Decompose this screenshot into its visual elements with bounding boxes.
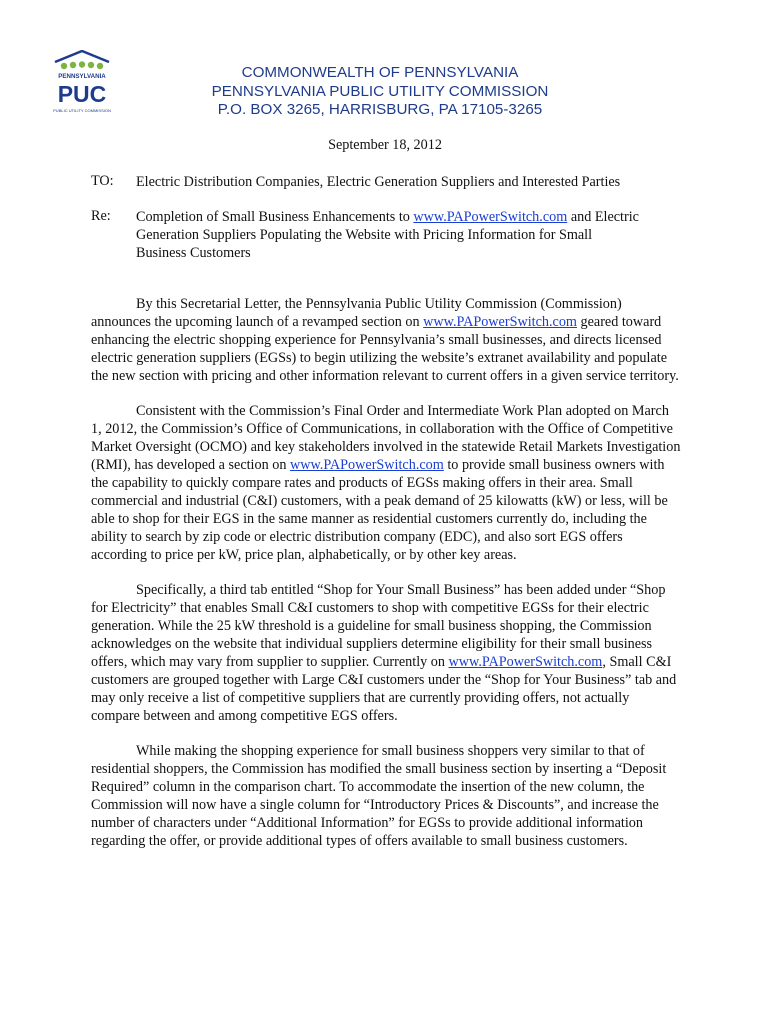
re-text-after-link: and Electric Generation Suppliers Populating the Website with Pricing Information for Small Business Customers <box>136 209 639 261</box>
paragraph-1-text-b: geared toward enhancing the electric shopping experience for Pennsylvania’s small businesses, and directs licensed electric generation suppliers (EGSs) to begin utilizing the website’s extranet availability and populate the new section with pricing and other information relevant to current offers in a given service territory. <box>91 314 679 384</box>
letter-body <box>91 295 681 867</box>
letterhead-line-2: PENNSYLVANIA PUBLIC UTILITY COMMISSION <box>211 82 549 100</box>
paragraph-1-text-a: By this Secretarial Letter, the Pennsylvania Public Utility Commission (Commission) announces the upcoming launch of a revamped section on <box>91 296 622 330</box>
to-value: Electric Distribution Companies, Electric Generation Suppliers and Interested Parties <box>136 174 621 190</box>
re-text-before-link: Completion of Small Business Enhancements to <box>136 209 414 225</box>
paragraph-3-text-b: , Small C&I customers are grouped together with Large C&I customers under the “Shop for Your Business” tab and may only receive a list of competitive suppliers that are currently providing offers, not actually compare between and among competitive EGS offers. <box>91 654 677 724</box>
puc-logo <box>52 50 112 116</box>
puc-logo-graphic <box>52 50 112 116</box>
letterhead <box>165 64 595 120</box>
letterhead-line-3: P.O. BOX 3265, HARRISBURG, PA 17105-3265 <box>217 101 543 118</box>
re-website-link[interactable]: www.PAPowerSwitch.com <box>413 209 568 225</box>
paragraph-3-website-link[interactable]: www.PAPowerSwitch.com <box>448 654 603 670</box>
logo-roof <box>55 51 109 62</box>
paragraph-2-text-b: to provide small business owners with the capability to quickly compare rates and products of EGSs making offers in their area. Small commercial and industrial (C&I) customers, with a peak demand of 25 kilowatts (kW) or less, will be able to shop for their EGS in the same manner as residential customers currently do, including the ability to search by zip code or electric distribution company (EDC), and also sort EGS offers according to price per kW, price plan, alphabetically, or by other key areas. <box>91 457 668 563</box>
letter-date: September 18, 2012 <box>328 137 442 153</box>
paragraph-1-website-link[interactable]: www.PAPowerSwitch.com <box>423 314 577 330</box>
logo-bottom-text: PUBLIC UTILITY COMMISSION <box>53 108 111 113</box>
logo-leaves-icon <box>61 61 103 69</box>
paragraph-3-text-a: Specifically, a third tab entitled “Shop for Your Small Business” has been added under “Shop for Electricity” that enables Small C&I customers to shop with competitive EGSs for their electric generation. While the 25 kW threshold is a guideline for small business shopping, the Commission acknowledges on the website that individual suppliers determine eligibility for their small business offers, which may vary from supplier to supplier. Currently on <box>91 582 666 670</box>
re-label: Re: <box>91 208 111 224</box>
to-label: TO: <box>91 173 114 189</box>
paragraph-2 <box>91 402 681 564</box>
paragraph-1 <box>91 295 681 385</box>
letterhead-line-1: COMMONWEALTH OF PENNSYLVANIA <box>241 64 519 81</box>
re-subject <box>136 208 641 262</box>
paragraph-3 <box>91 581 681 725</box>
logo-top-text: PENNSYLVANIA <box>58 73 106 80</box>
paragraph-4: While making the shopping experience for small business shoppers very similar to that of residential shoppers, the Commission has modified the small business section by inserting a “Deposit Required” column in the comparison chart. To accommodate the insertion of the new column, the Commission will now have a single column for “Introductory Prices & Discounts”, and increase the number of characters under “Additional Information” for EGSs to provide additional information regarding the offer, or provide additional types of offers available to small business customers. <box>91 743 667 849</box>
paragraph-2-text-a: Consistent with the Commission’s Final Order and Intermediate Work Plan adopted on March 1, 2012, the Commission’s Office of Communications, in collaboration with the Office of Competitive Market Oversight (OCMO) and key stakeholders involved in the statewide Retail Markets Investigation (RMI), has developed a section on <box>91 403 681 473</box>
paragraph-2-website-link[interactable]: www.PAPowerSwitch.com <box>289 457 444 473</box>
logo-main-text: PUC <box>57 81 107 107</box>
